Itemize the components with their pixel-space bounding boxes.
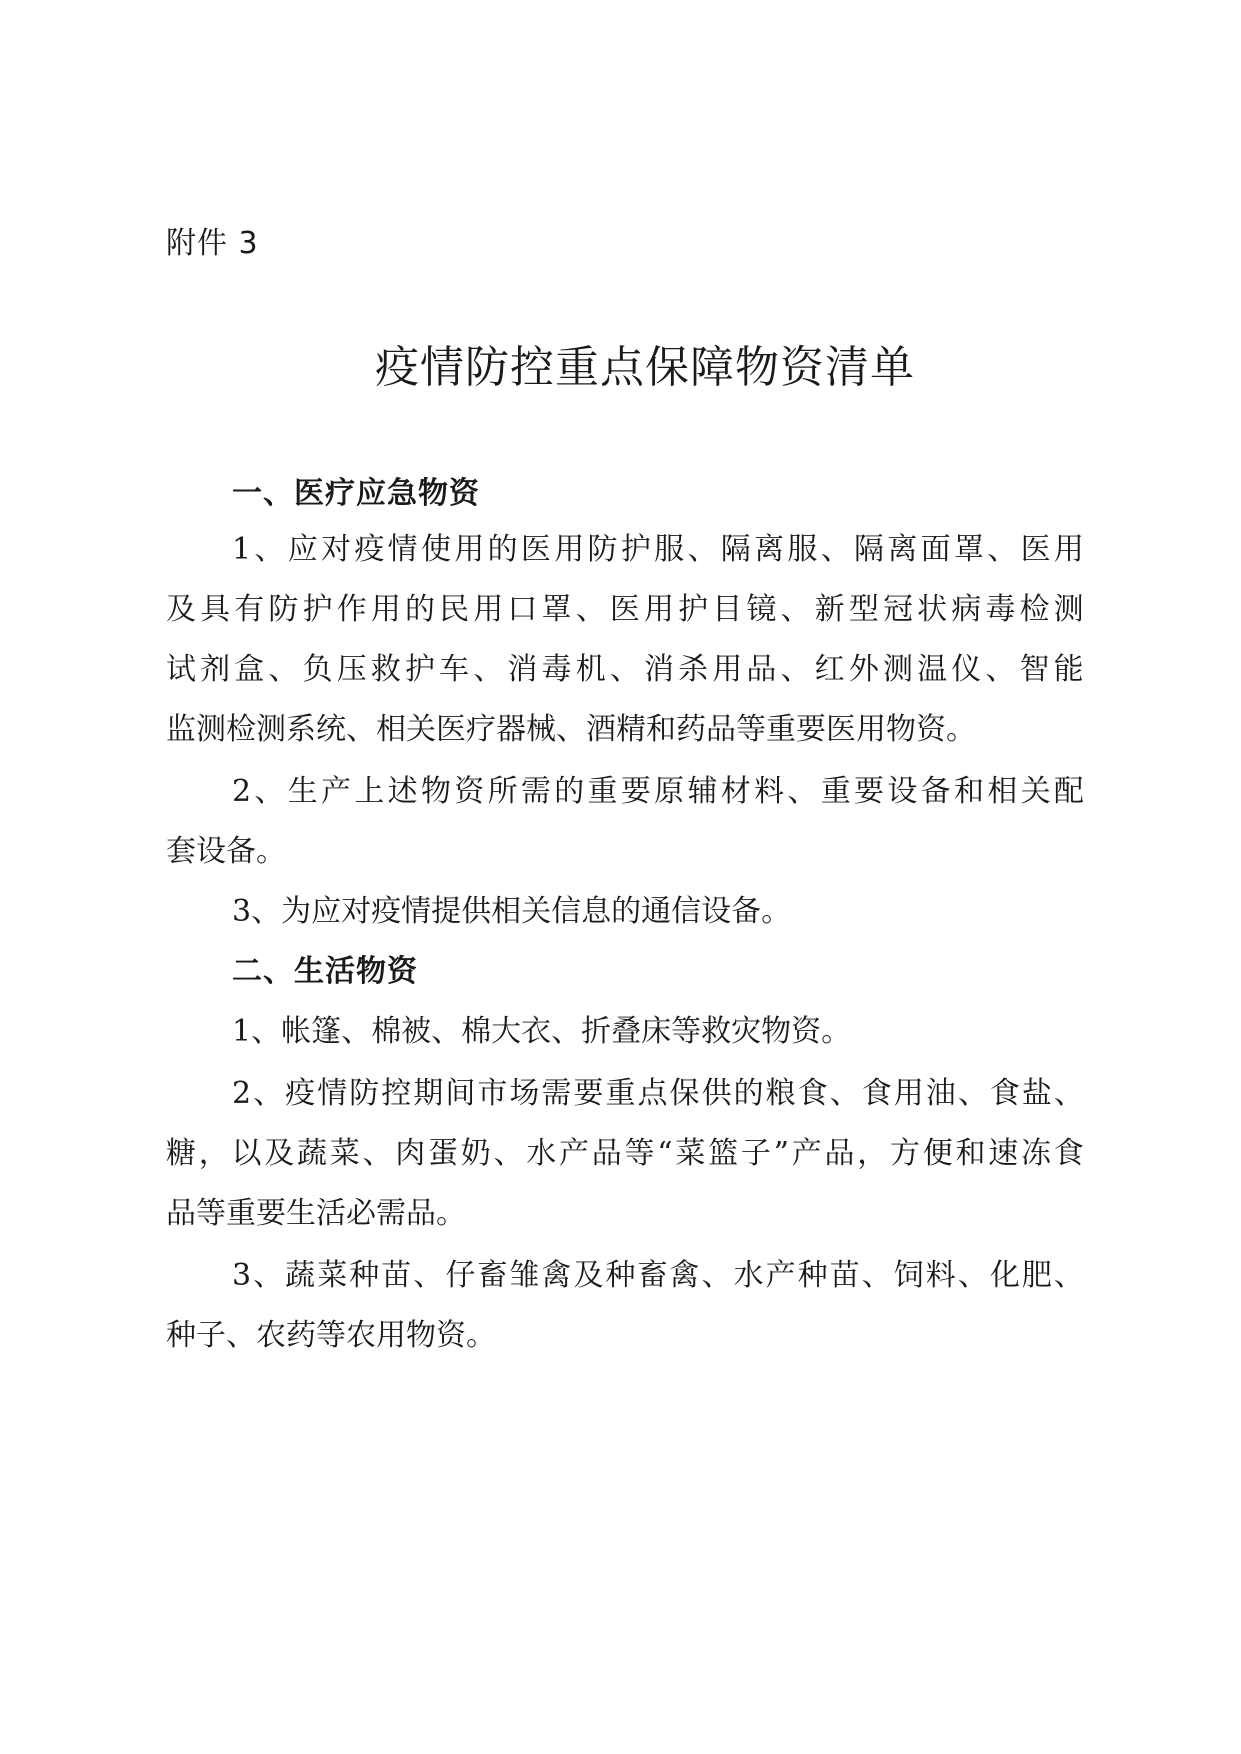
section-heading-living: 二、生活物资 <box>232 954 418 989</box>
paragraph-line: 糖 ， 以 及 蔬 菜 、 肉 蛋 奶 、 水 产 品 等 “ 菜 篮 子 ” 产 品 ， 方 便 和 速 冻 食 <box>166 1136 1084 1171</box>
paragraph-line: 及 具 有 防 护 作 用 的 民 用 口 罩 、 医 用 护 目 镜 、 新 型 冠 状 病 毒 检 测 <box>166 592 1084 627</box>
paragraph-line: 监测检测系统、相关医疗器械、酒精和药品等重要医用物资。 <box>166 712 976 747</box>
paragraph-line: 3 、 蔬 菜 种 苗 、 仔 畜 雏 禽 及 种 畜 禽 、 水 产 种 苗 、 饲 料 、 化 肥 、 <box>232 1258 1084 1293</box>
paragraph-line: 品等重要生活必需品。 <box>166 1196 466 1231</box>
paragraph-line: 试 剂 盒 、 负 压 救 护 车 、 消 毒 机 、 消 杀 用 品 、 红 外 测 温 仪 、 智 能 <box>166 652 1084 687</box>
attachment-label: 附件 3 <box>166 226 259 261</box>
paragraph-line: 1、帐篷、棉被、棉大衣、折叠床等救灾物资。 <box>232 1014 852 1049</box>
paragraph-line: 2 、 生 产 上 述 物 资 所 需 的 重 要 原 辅 材 料 、 重 要 设 备 和 相 关 配 <box>232 774 1084 809</box>
section-heading-medical: 一、医疗应急物资 <box>232 476 480 511</box>
paragraph-line: 套设备。 <box>166 834 286 869</box>
document-title: 疫情防控重点保障物资清单 <box>375 342 915 393</box>
paragraph-line: 种子、农药等农用物资。 <box>166 1318 496 1353</box>
paragraph-line: 1 、 应 对 疫 情 使 用 的 医 用 防 护 服 、 隔 离 服 、 隔 离 面 罩 、 医 用 <box>232 532 1084 567</box>
paragraph-line: 2 、 疫 情 防 控 期 间 市 场 需 要 重 点 保 供 的 粮 食 、 食 用 油 、 食 盐 、 <box>232 1076 1084 1111</box>
paragraph-line: 3、为应对疫情提供相关信息的通信设备。 <box>232 894 792 929</box>
